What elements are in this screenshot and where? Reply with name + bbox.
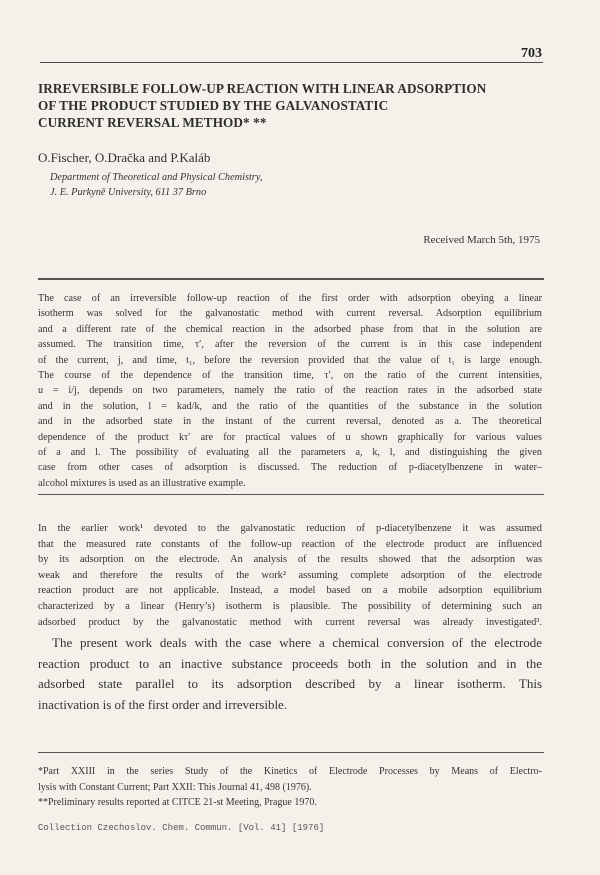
footnote-line xyxy=(38,764,542,780)
body-line: The present work deals with the case where a chemical conversion of the electrode xyxy=(52,635,542,650)
body-line: adsorbed state parallel to its adsorption described by a linear isotherm. This xyxy=(38,676,542,691)
abstract-line: u = i/j, depends on two parameters, namely the ratio of the reaction rates in the adsorbed state xyxy=(38,385,542,397)
footnote-mark: * xyxy=(38,766,43,777)
abstract-line: assumed. The transition time, τ′, after the reversion of the current is in this case independent xyxy=(38,339,542,351)
intro-line: In the earlier work¹ devoted to the galvanostatic reduction of p-diacetylbenzene it was assumed xyxy=(38,523,542,534)
footnote-text: Part XXIII in the series Study of the Kinetics of Electrode Processes by Means of Electro- xyxy=(43,766,542,777)
body-paragraph xyxy=(38,633,542,715)
footnotes xyxy=(38,764,542,811)
abstract-line: The course of the dependence of the transition time, τ′, on the ratio of the current intensities, xyxy=(38,370,542,382)
abstract-line: dependence of the product kτ′ are for practical values of u shown graphically for various values xyxy=(38,431,542,443)
footnote-mark: ** xyxy=(38,797,48,808)
affiliation-line: Department of Theoretical and Physical Chemistry, xyxy=(50,172,263,183)
abstract-line: of the current, j, and time, t₁, before the reversion provided that the value of t₁ is large enough. xyxy=(38,354,542,366)
title-line: IRREVERSIBLE FOLLOW-UP REACTION WITH LINEAR ADSORPTION xyxy=(38,81,487,96)
abstract-line: alcohol mixtures is used as an illustrative example. xyxy=(38,477,246,489)
title-line: CURRENT REVERSAL METHOD* ** xyxy=(38,115,267,130)
abstract-line: isotherm was solved for the galvanostatic method with current reversal. Adsorption equilibrium xyxy=(38,308,542,320)
intro-line: weak and therefore the results of the work² assuming complete adsorption of the electrode xyxy=(38,569,542,581)
footnote-rule xyxy=(38,752,544,753)
abstract xyxy=(38,291,542,491)
title-line: OF THE PRODUCT STUDIED BY THE GALVANOSTATIC xyxy=(38,98,389,113)
received-date: Received March 5th, 1975 xyxy=(423,234,540,246)
abstract-line: case from other cases of adsorption is discussed. The reduction of p-diacetylbenzene in water– xyxy=(38,462,542,474)
intro-line: reaction product are not applicable. Instead, a model based on a mobile adsorption equilibrium xyxy=(38,585,542,597)
affiliation-line: J. E. Purkyně University, 611 37 Brno xyxy=(50,187,207,198)
page-number: 703 xyxy=(521,46,542,61)
author-list: O.Fischer, O.Dračka and P.Kaláb xyxy=(38,150,211,165)
intro-line: that the measured rate constants of the follow-up reaction of the electrode product are influenced xyxy=(38,538,542,550)
abstract-line: of a and l. The possibility of evaluating all the parameters a, k, l, and distinguishing the given xyxy=(38,447,542,459)
body-line: inactivation is of the first order and irreversible. xyxy=(38,696,288,712)
intro-line: adsorbed product by the galvanostatic method with current reversal was already investigated³. xyxy=(38,616,542,628)
intro-paragraph xyxy=(38,521,542,630)
abstract-top-rule xyxy=(38,278,544,280)
abstract-line: and in the adsorbed state in the instant of the current reversal, denoted as a. The theoretical xyxy=(38,416,542,428)
intro-line: by its adsorption on the electrode. An analysis of the results showed that the adsorption was xyxy=(38,554,542,566)
footnote-line: lysis with Constant Current; Part XXII: This Journal 41, 498 (1976). xyxy=(38,781,312,793)
footnote-line xyxy=(38,795,542,811)
abstract-bottom-rule xyxy=(38,494,544,495)
footnote-text: Preliminary results reported at CITCE 21-st Meeting, Prague 1970. xyxy=(48,797,317,808)
intro-line: characterized by a linear (Henry’s) isotherm is plausible. The possibility of determining such an xyxy=(38,600,542,612)
header-rule xyxy=(40,62,543,63)
abstract-line: and a different rate of the chemical reaction in the adsorbed phase from that in the solution are xyxy=(38,323,542,335)
abstract-line: The case of an irreversible follow-up reaction of the first order with adsorption obeying a linear xyxy=(38,293,542,304)
abstract-line: and in the solution, l = kad/k, and the ratio of the quantities of the substance in the solution xyxy=(38,400,542,412)
body-line: reaction product to an inactive substance proceeds both in the solution and in the xyxy=(38,655,542,671)
affiliation xyxy=(50,170,262,200)
journal-footer: Collection Czechoslov. Chem. Commun. [Vol. 41] [1976] xyxy=(38,823,325,833)
article-title xyxy=(38,80,558,131)
